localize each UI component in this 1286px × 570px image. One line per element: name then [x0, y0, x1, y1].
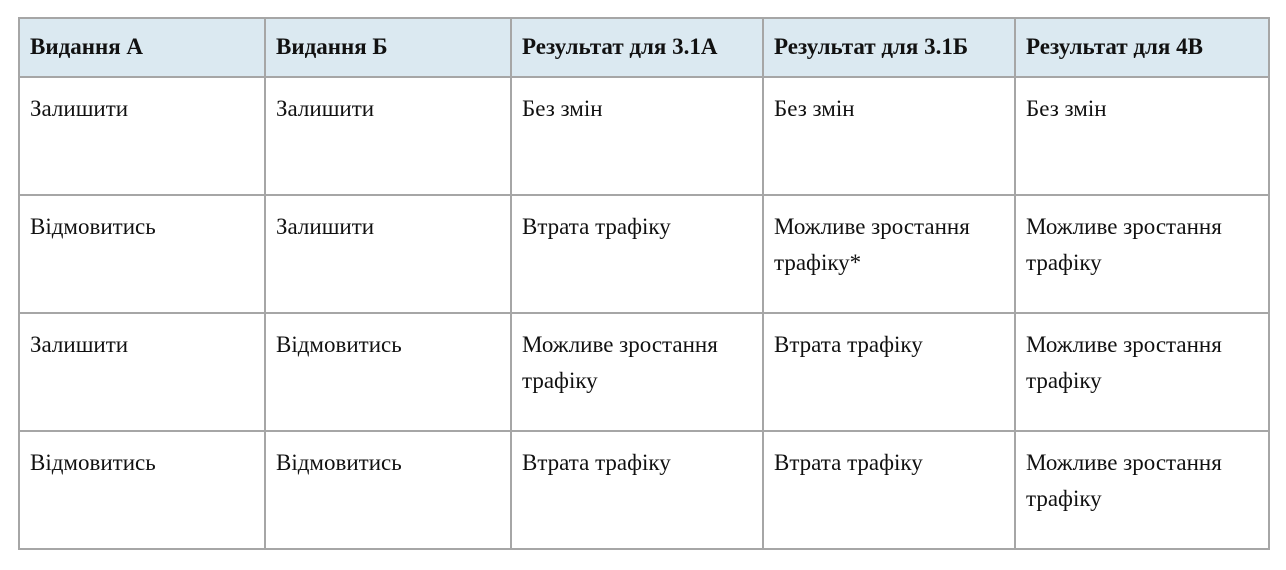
- table-row: [19, 195, 1269, 313]
- table-cell: Залишити: [19, 313, 265, 431]
- table-cell: Без змін: [511, 77, 763, 195]
- table-cell: Без змін: [1015, 77, 1269, 195]
- table-cell: Втрата трафіку: [763, 313, 1015, 431]
- table-cell: Відмовитись: [19, 431, 265, 549]
- table-row: [19, 313, 1269, 431]
- header-cell-result-3-1b: Результат для 3.1Б: [763, 18, 1015, 77]
- results-table: [18, 17, 1270, 550]
- table-cell: Втрата трафіку: [511, 431, 763, 549]
- table-cell: Без змін: [763, 77, 1015, 195]
- table-cell: Втрата трафіку: [511, 195, 763, 313]
- table-row: [19, 77, 1269, 195]
- table-cell: Відмовитись: [19, 195, 265, 313]
- header-cell-edition-b: Видання Б: [265, 18, 511, 77]
- table-cell: Залишити: [265, 195, 511, 313]
- table-row: [19, 431, 1269, 549]
- table-cell: Можливе зростання трафіку: [511, 313, 763, 431]
- header-cell-result-3-1a: Результат для 3.1А: [511, 18, 763, 77]
- table-cell: Відмовитись: [265, 313, 511, 431]
- table-cell: Втрата трафіку: [763, 431, 1015, 549]
- header-cell-edition-a: Видання А: [19, 18, 265, 77]
- table-cell: Можливе зростання трафіку*: [763, 195, 1015, 313]
- table-header-row: [19, 18, 1269, 77]
- results-table-container: [18, 17, 1268, 550]
- table-cell: Залишити: [265, 77, 511, 195]
- header-cell-result-4b: Результат для 4В: [1015, 18, 1269, 77]
- table-cell: Можливе зростання трафіку: [1015, 431, 1269, 549]
- table-cell: Залишити: [19, 77, 265, 195]
- table-cell: Можливе зростання трафіку: [1015, 313, 1269, 431]
- table-cell: Відмовитись: [265, 431, 511, 549]
- table-cell: Можливе зростання трафіку: [1015, 195, 1269, 313]
